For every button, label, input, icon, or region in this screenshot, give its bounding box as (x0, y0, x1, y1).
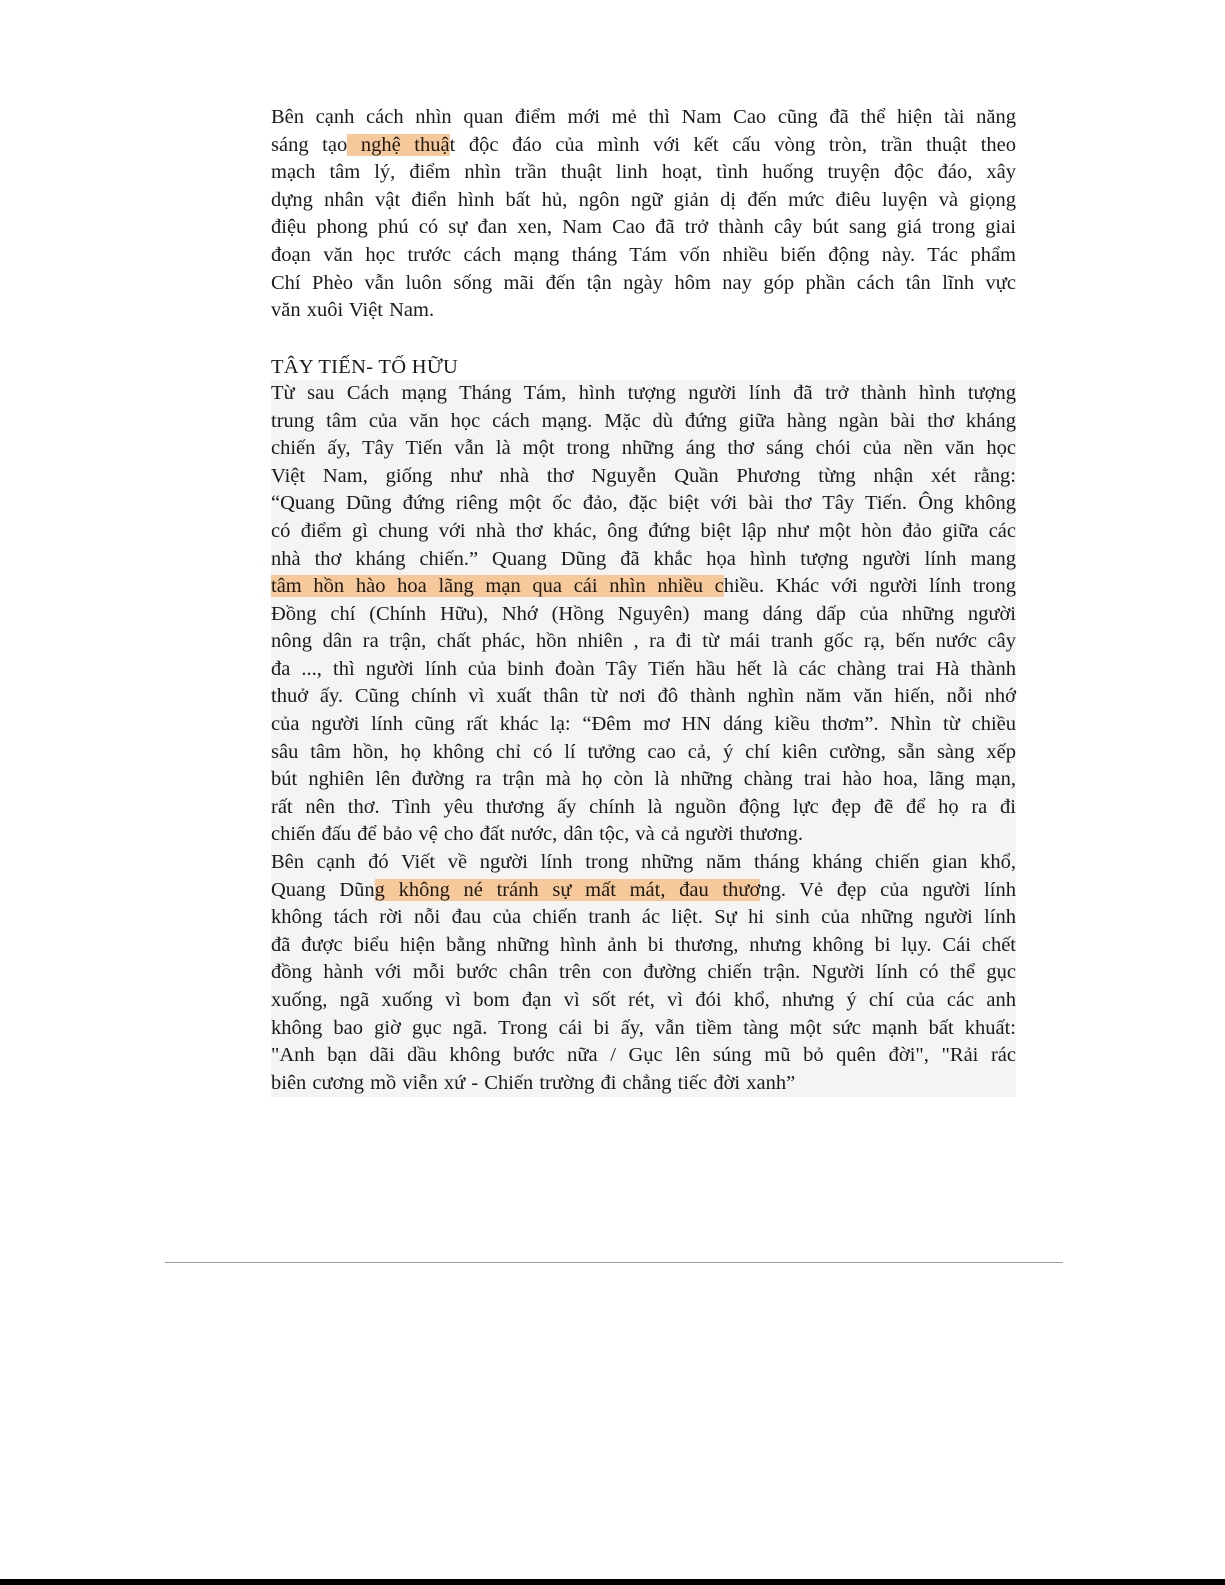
text-line-content (271, 628, 1016, 656)
text-line-content (271, 187, 1016, 215)
text-line (271, 849, 1016, 877)
text-segment: chiến đấu để bảo vệ cho đất nước, dân tộc, và cả người thương. (271, 823, 803, 846)
text-line (271, 601, 1016, 629)
text-segment: Từ sau Cách mạng Tháng Tám, hình tượng người lính đã trở thành hình tượng (271, 381, 1016, 404)
text-segment: xuống, ngã xuống vì bom đạn vì sốt rét, vì đói khổ, nhưng ý chí của các anh (271, 989, 1016, 1011)
text-segment: sáng tạo (271, 133, 348, 156)
text-segment: hiều. Khác với người lính trong (723, 575, 1016, 598)
text-line (271, 518, 1016, 546)
text-line (271, 904, 1016, 932)
text-segment: chiến ấy, Tây Tiến vẫn là một trong những áng thơ sáng chói của nền văn học (271, 437, 1016, 460)
text-segment: đa ..., thì người lính của binh đoàn Tây Tiến hầu hết là các chàng trai Hà thành (271, 657, 1016, 680)
text-line-content (271, 242, 1016, 270)
text-line-content (271, 711, 1016, 739)
text-line-content (271, 518, 1016, 546)
text-line-content (271, 794, 1016, 822)
text-segment: bút nghiên lên đường ra trận mà họ còn là những chàng trai hào hoa, lãng mạn, (271, 768, 1016, 791)
page-divider (165, 1262, 1063, 1263)
text-line (271, 739, 1016, 767)
text-line (271, 1042, 1016, 1070)
section-heading: TÂY TIẾN- TỐ HỮU (271, 356, 459, 379)
text-segment: Việt Nam, giống như nhà thơ Nguyễn Quần Phương từng nhận xét rằng: (271, 464, 1016, 487)
text-line (271, 987, 1016, 1015)
text-line (271, 463, 1016, 491)
text-line (271, 104, 1016, 132)
text-line (271, 546, 1016, 574)
text-segment: Bên cạnh đó Viết về người lính trong những năm tháng kháng chiến gian khổ, (271, 851, 1016, 874)
text-segment: không bao giờ gục ngã. Trong cái bi ấy, vẫn tiềm tàng một sức mạnh bất khuất: (271, 1016, 1016, 1039)
text-segment: văn xuôi Việt Nam. (271, 299, 435, 322)
text-line-content (271, 959, 1016, 987)
text-segment: “Quang Dũng đứng riêng một ốc đảo, đặc biệt với bài thơ Tây Tiến. Ông không (271, 492, 1016, 515)
text-line-content (271, 463, 1016, 491)
text-segment: nhà thơ kháng chiến.” Quang Dũng đã khắc họa hình tượng người lính mang (271, 547, 1016, 570)
text-line-content (271, 408, 1016, 436)
text-line-content (271, 821, 1016, 849)
text-segment: Chí Phèo vẫn luôn sống mãi đến tận ngày hôm nay góp phần cách tân lĩnh vực (271, 271, 1016, 294)
text-line (271, 711, 1016, 739)
text-line-content (271, 270, 1016, 298)
window-bottom-edge (0, 1579, 1225, 1585)
paragraph-nam-cao (271, 104, 1016, 325)
text-line (271, 408, 1016, 436)
text-line-content (271, 1070, 1016, 1098)
text-line-content (271, 739, 1016, 767)
text-segment: "Anh bạn dãi dầu không bước nữa / Gục lên súng mũ bỏ quên đời", "Rải rác (271, 1044, 1016, 1067)
paragraph-tay-tien-loss (271, 849, 1016, 1097)
text-line (271, 656, 1016, 684)
text-line-content (271, 656, 1016, 684)
text-line (271, 932, 1016, 960)
paragraph-gap (271, 325, 1016, 353)
text-line-content (271, 490, 1016, 518)
text-line (271, 132, 1016, 160)
text-line (271, 242, 1016, 270)
text-line-content (271, 877, 1016, 905)
text-line-content (271, 766, 1016, 794)
text-segment: ng. Vẻ đẹp của người lính (760, 878, 1016, 901)
text-line (271, 1015, 1016, 1043)
text-line (271, 297, 1016, 325)
text-line (271, 959, 1016, 987)
paragraph-tay-tien-soldier (271, 380, 1016, 849)
text-line (271, 573, 1016, 601)
text-segment: thuở ấy. Cũng chính vì xuất thân từ nơi đô thành nghìn năm văn hiến, nỗi nhớ (271, 685, 1016, 708)
text-segment: Đồng chí (Chính Hữu), Nhớ (Hồng Nguyên) mang dáng dấp của những người (271, 602, 1016, 625)
text-segment: đoạn văn học trước cách mạng tháng Tám vốn nhiều biến động này. Tác phẩm (271, 243, 1016, 266)
text-segment: t độc đáo của mình với kết cấu vòng tròn, trần thuật theo (449, 133, 1016, 156)
text-line-content (271, 849, 1016, 877)
highlighted-text: nghệ thuậ (347, 133, 450, 156)
highlighted-text: tâm hồn hào hoa lãng mạn qua cái nhìn nhiều c (271, 575, 724, 598)
text-line (271, 214, 1016, 242)
text-line (271, 1070, 1016, 1098)
text-line-content (271, 546, 1016, 574)
text-line (271, 766, 1016, 794)
text-line (271, 159, 1016, 187)
text-line-content (271, 601, 1016, 629)
text-segment: mạch tâm lý, điểm nhìn trần thuật linh hoạt, tình huống truyện độc đáo, xây (271, 161, 1016, 184)
text-segment: có điểm gì chung với nhà thơ khác, ông đứng biệt lập như một hòn đảo giữa các (271, 519, 1016, 542)
text-line-content (271, 159, 1016, 187)
text-segment: đã được biểu hiện bằng những hình ảnh bi thương, nhưng không bi lụy. Cái chết (271, 933, 1016, 956)
text-segment: Quang Dũn (271, 878, 375, 901)
text-line-content (271, 132, 1016, 160)
highlighted-text: g không né tránh sự mất mát, đau thươ (374, 878, 761, 901)
text-segment: dựng nhân vật điển hình bất hủ, ngôn ngữ giản dị đến mức điêu luyện và giọng (271, 188, 1016, 211)
text-segment: điệu phong phú có sự đan xen, Nam Cao đã trở thành cây bút sang giá trong giai (271, 216, 1016, 239)
text-segment: rất nên thơ. Tình yêu thương ấy chính là nguồn động lực đẹp đẽ để họ ra đi (271, 795, 1016, 818)
text-line-content (271, 573, 1016, 601)
text-line-content (271, 1015, 1016, 1043)
text-segment: sâu tâm hồn, họ không chỉ có lí tưởng cao cả, ý chí kiên cường, sẵn sàng xếp (271, 740, 1016, 763)
text-segment: không tách rời nỗi đau của chiến tranh ác liệt. Sự hi sinh của những người lính (271, 906, 1016, 929)
text-line (271, 794, 1016, 822)
text-line-content (271, 297, 1016, 325)
text-line-content (271, 380, 1016, 408)
text-segment: trung tâm của văn học cách mạng. Mặc dù đứng giữa hàng ngàn bài thơ kháng (271, 409, 1016, 432)
text-line-content (271, 104, 1016, 132)
text-segment: của người lính cũng rất khác lạ: “Đêm mơ HN dáng kiều thơm”. Nhìn từ chiều (271, 713, 1016, 736)
text-line-content (271, 987, 1016, 1015)
text-line-content (271, 1042, 1016, 1070)
text-line (271, 877, 1016, 905)
text-line-content (271, 214, 1016, 242)
text-line-content (271, 932, 1016, 960)
text-line-content (271, 683, 1016, 711)
text-line (271, 628, 1016, 656)
text-line (271, 490, 1016, 518)
text-line (271, 435, 1016, 463)
text-line (271, 683, 1016, 711)
text-line (271, 821, 1016, 849)
text-line-content (271, 435, 1016, 463)
text-line (271, 380, 1016, 408)
text-segment: đồng hành với mỗi bước chân trên con đường chiến trận. Người lính có thể gục (271, 961, 1016, 984)
text-segment: nông dân ra trận, chất phác, hồn nhiên , ra đi từ mái tranh gốc rạ, bến nước cây (271, 630, 1016, 653)
text-segment: biên cương mồ viễn xứ - Chiến trường đi chẳng tiếc đời xanh” (271, 1071, 796, 1094)
document-page (271, 104, 1016, 1097)
text-line (271, 270, 1016, 298)
text-segment: Bên cạnh cách nhìn quan điểm mới mẻ thì Nam Cao cũng đã thể hiện tài năng (271, 106, 1016, 128)
text-line (271, 187, 1016, 215)
text-line-content (271, 904, 1016, 932)
